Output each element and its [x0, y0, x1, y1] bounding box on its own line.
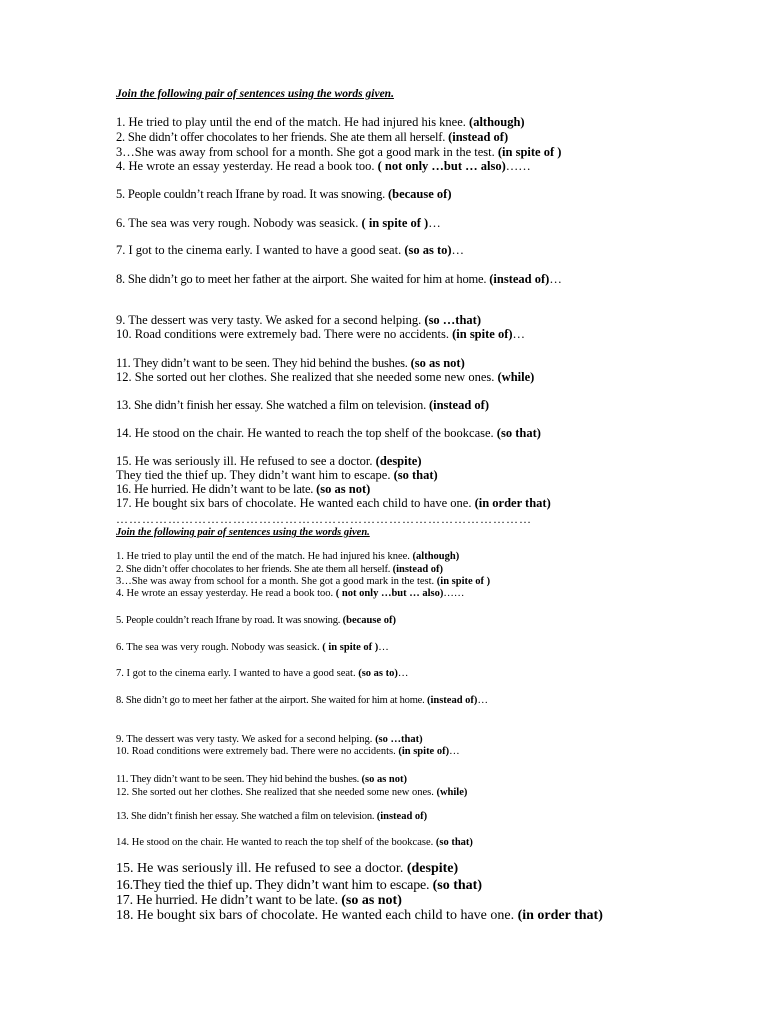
exercise-item: 16. He hurried. He didn’t want to be late. (so as not)	[116, 482, 371, 496]
exercise-item: 6. The sea was very rough. Nobody was seasick. ( in spite of )…	[116, 216, 441, 230]
exercise-item: 14. He stood on the chair. He wanted to reach the top shelf of the bookcase. (so that)	[116, 426, 541, 440]
exercise-item: 17. He bought six bars of chocolate. He wanted each child to have one. (in order that)	[116, 496, 551, 510]
exercise-item: 5. People couldn’t reach Ifrane by road. It was snowing. (because of)	[116, 615, 397, 626]
exercise-item: 5. People couldn’t reach Ifrane by road. It was snowing. (because of)	[116, 187, 452, 201]
exercise-item: 3…She was away from school for a month. She got a good mark in the test. (in spite of )	[116, 145, 562, 159]
exercise-item: 1. He tried to play until the end of the match. He had injured his knee. (although)	[116, 115, 525, 129]
exercise-item: 2. She didn’t offer chocolates to her friends. She ate them all herself. (instead of)	[116, 130, 509, 144]
instructions-title: Join the following pair of sentences using the words given.	[116, 527, 370, 538]
instructions-title: Join the following pair of sentences using the words given.	[116, 88, 394, 100]
exercise-item: 4. He wrote an essay yesterday. He read a book too. ( not only …but … also)……	[116, 159, 531, 173]
exercise-item: 18. He bought six bars of chocolate. He wanted each child to have one. (in order that)	[116, 908, 603, 923]
exercise-item: They tied the thief up. They didn’t want him to escape. (so that)	[116, 468, 438, 482]
exercise-item: 4. He wrote an essay yesterday. He read a book too. ( not only …but … also)……	[116, 588, 465, 599]
exercise-item: 7. I got to the cinema early. I wanted to have a good seat. (so as to)…	[116, 668, 409, 679]
exercise-item: 17. He hurried. He didn’t want to be late. (so as not)	[116, 893, 402, 908]
exercise-item: 9. The dessert was very tasty. We asked for a second helping. (so …that)	[116, 313, 481, 327]
exercise-item: 13. She didn’t finish her essay. She watched a film on television. (instead of)	[116, 811, 428, 822]
exercise-item: 15. He was seriously ill. He refused to see a doctor. (despite)	[116, 861, 459, 876]
exercise-item: 3…She was away from school for a month. She got a good mark in the test. (in spite of )	[116, 576, 491, 587]
exercise-item: 10. Road conditions were extremely bad. There were no accidents. (in spite of)…	[116, 746, 460, 757]
exercise-item: 15. He was seriously ill. He refused to see a doctor. (despite)	[116, 454, 422, 468]
exercise-item: 12. She sorted out her clothes. She realized that she needed some new ones. (while)	[116, 787, 468, 798]
exercise-item: 10. Road conditions were extremely bad. There were no accidents. (in spite of)…	[116, 327, 526, 341]
exercise-item: 8. She didn’t go to meet her father at the airport. She waited for him at home. (instead of)…	[116, 695, 488, 706]
exercise-item: 8. She didn’t go to meet her father at the airport. She waited for him at home. (instead of)…	[116, 272, 562, 286]
exercise-item: 11. They didn’t want to be seen. They hid behind the bushes. (so as not)	[116, 774, 408, 785]
exercise-item: 12. She sorted out her clothes. She realized that she needed some new ones. (while)	[116, 370, 535, 384]
dotted-separator: ……………………………………………………………………………………	[116, 512, 532, 526]
exercise-item: 13. She didn’t finish her essay. She watched a film on television. (instead of)	[116, 398, 490, 412]
exercise-item: 14. He stood on the chair. He wanted to reach the top shelf of the bookcase. (so that)	[116, 837, 473, 848]
exercise-item: 2. She didn’t offer chocolates to her friends. She ate them all herself. (instead of)	[116, 564, 444, 575]
exercise-item: 1. He tried to play until the end of the match. He had injured his knee. (although)	[116, 551, 460, 562]
exercise-item: 9. The dessert was very tasty. We asked for a second helping. (so …that)	[116, 734, 423, 745]
exercise-item: 16.They tied the thief up. They didn’t want him to escape. (so that)	[116, 878, 482, 893]
exercise-item: 6. The sea was very rough. Nobody was seasick. ( in spite of )…	[116, 642, 389, 653]
exercise-item: 11. They didn’t want to be seen. They hid behind the bushes. (so as not)	[116, 356, 465, 370]
exercise-item: 7. I got to the cinema early. I wanted to have a good seat. (so as to)…	[116, 243, 465, 257]
